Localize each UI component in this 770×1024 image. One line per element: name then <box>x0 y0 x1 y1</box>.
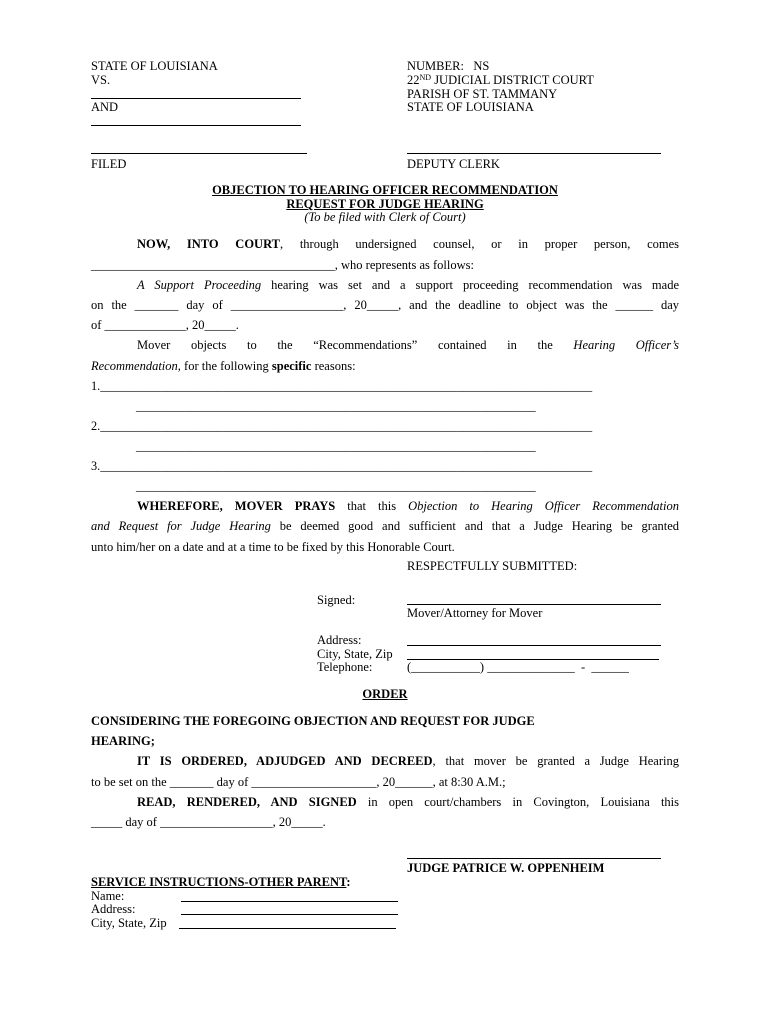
form-title-line2: REQUEST FOR JUDGE HEARING <box>286 197 484 211</box>
parish-name: PARISH OF ST. TAMMANY <box>407 87 558 101</box>
support-proceeding: A Support Proceeding <box>137 278 262 292</box>
signed-label: Signed: <box>317 593 356 607</box>
telephone-blank[interactable]: (___________) ______________ - ______ <box>407 660 629 674</box>
paragraph-mover-objects <box>91 338 679 352</box>
w-line2 <box>91 519 679 533</box>
party2-blank-line[interactable] <box>91 125 301 126</box>
judge-name: JUDGE PATRICE W. OPPENHEIM <box>407 861 605 875</box>
paragraph-wherefore <box>91 499 679 513</box>
address-blank-line[interactable] <box>407 645 661 646</box>
order-heading: ORDER <box>362 687 408 701</box>
paragraph-read-rendered <box>91 795 679 809</box>
service-instructions-heading <box>91 875 351 889</box>
paragraph-it-is-ordered <box>91 754 679 768</box>
paragraph-now-into-court <box>91 237 679 251</box>
state-right: STATE OF LOUISIANA <box>407 100 534 114</box>
p3-start: Mover objects to the “Recommendations” contained in the <box>137 338 574 352</box>
telephone-label: Telephone: <box>317 660 373 674</box>
p2-line3[interactable]: of _____________, 20_____. <box>91 318 239 332</box>
p2-line2[interactable]: on the _______ day of __________________, 20_____, and the deadline to object was the ______ day <box>91 298 679 312</box>
p2-rest: hearing was set and a support proceeding recommendation was made <box>261 278 679 292</box>
court-sup: ND <box>419 73 432 82</box>
caption-state: STATE OF LOUISIANA <box>91 59 218 73</box>
form-title-line1: OBJECTION TO HEARING OFFICER RECOMMENDATION <box>212 183 558 197</box>
caption-and: AND <box>91 100 119 114</box>
wherefore-bold: WHEREFORE, MOVER PRAYS <box>137 499 336 513</box>
service-address-label: Address: <box>91 902 136 916</box>
w-line3: unto him/her on a date and at a time to be fixed by this Honorable Court. <box>91 540 455 554</box>
number-value: NS <box>473 59 490 73</box>
reason-3-continuation[interactable]: _________________________________________________________________ <box>136 479 536 493</box>
filed-label: FILED <box>91 157 127 171</box>
ordered-rest: , that mover be granted a Judge Hearing <box>432 754 679 768</box>
w-line2-italic: and Request for Judge Hearing <box>91 519 271 533</box>
reason-1-line[interactable]: 1.________________________________________________________________________________ <box>91 379 593 393</box>
court-name <box>407 73 594 87</box>
service-name-blank-line[interactable] <box>181 901 398 902</box>
service-name-label: Name: <box>91 889 125 903</box>
p3-italic: Hearing Officer’s <box>573 338 679 352</box>
deputy-clerk-label: DEPUTY CLERK <box>407 157 500 171</box>
court-num: 22 <box>407 73 420 87</box>
ordered-line2[interactable]: to be set on the _______ day of ____________________, 20______, at 8:30 A.M.; <box>91 775 506 789</box>
judge-signature-line[interactable] <box>407 858 661 859</box>
considering-line2: HEARING; <box>91 734 155 748</box>
respectfully-submitted: RESPECTFULLY SUBMITTED: <box>407 559 578 573</box>
number-label: NUMBER: <box>407 59 464 73</box>
now-into-court: NOW, INTO COURT <box>137 237 281 251</box>
considering-line1: CONSIDERING THE FOREGOING OBJECTION AND REQUEST FOR JUDGE <box>91 714 535 728</box>
w-rest: that this <box>335 499 409 513</box>
specific-bold: specific <box>271 359 312 373</box>
address-label: Address: <box>317 633 362 647</box>
p3-line2-italic: Recommendation, <box>91 359 181 373</box>
filed-blank-line[interactable] <box>91 153 307 154</box>
form-title-instruction: (To be filed with Clerk of Court) <box>304 210 466 224</box>
signature-blank-line[interactable] <box>407 604 661 605</box>
service-city-blank-line[interactable] <box>179 928 396 929</box>
p1-rest: , through undersigned counsel, or in proper person, comes <box>280 237 679 251</box>
deputy-clerk-blank-line[interactable] <box>407 153 661 154</box>
read-rendered-bold: READ, RENDERED, AND SIGNED <box>137 795 357 809</box>
reason-2-continuation[interactable]: _________________________________________________________________ <box>136 439 536 453</box>
city-state-zip-label: City, State, Zip <box>317 647 393 661</box>
reason-1-continuation[interactable]: _________________________________________________________________ <box>136 399 536 413</box>
p3-line2 <box>91 359 356 373</box>
service-address-blank-line[interactable] <box>181 914 398 915</box>
case-number <box>407 59 489 73</box>
paragraph-support-proceeding <box>91 278 679 292</box>
p1-line2[interactable]: _______________________________________, who represents as follows: <box>91 258 474 272</box>
service-colon: : <box>346 875 351 889</box>
w-line2-rest: be deemed good and sufficient and that a Judge Hearing be granted <box>270 519 680 533</box>
party1-blank-line[interactable] <box>91 98 301 99</box>
court-rest: JUDICIAL DISTRICT COURT <box>431 73 594 87</box>
caption-vs: VS. <box>91 73 111 87</box>
mover-attorney-label: Mover/Attorney for Mover <box>407 606 543 620</box>
p3-line2-end: reasons: <box>311 359 356 373</box>
service-city-label: City, State, Zip <box>91 916 167 930</box>
p3-line2-rest: for the following <box>180 359 272 373</box>
it-is-ordered-bold: IT IS ORDERED, ADJUDGED AND DECREED <box>137 754 433 768</box>
w-italic: Objection to Hearing Officer Recommendation <box>408 499 679 513</box>
reason-2-line[interactable]: 2.________________________________________________________________________________ <box>91 419 593 433</box>
service-heading-text: SERVICE INSTRUCTIONS-OTHER PARENT <box>91 875 347 889</box>
read-rest: in open court/chambers in Covington, Louisiana this <box>356 795 680 809</box>
read-line2[interactable]: _____ day of __________________, 20_____. <box>91 815 326 829</box>
reason-3-line[interactable]: 3.________________________________________________________________________________ <box>91 459 593 473</box>
